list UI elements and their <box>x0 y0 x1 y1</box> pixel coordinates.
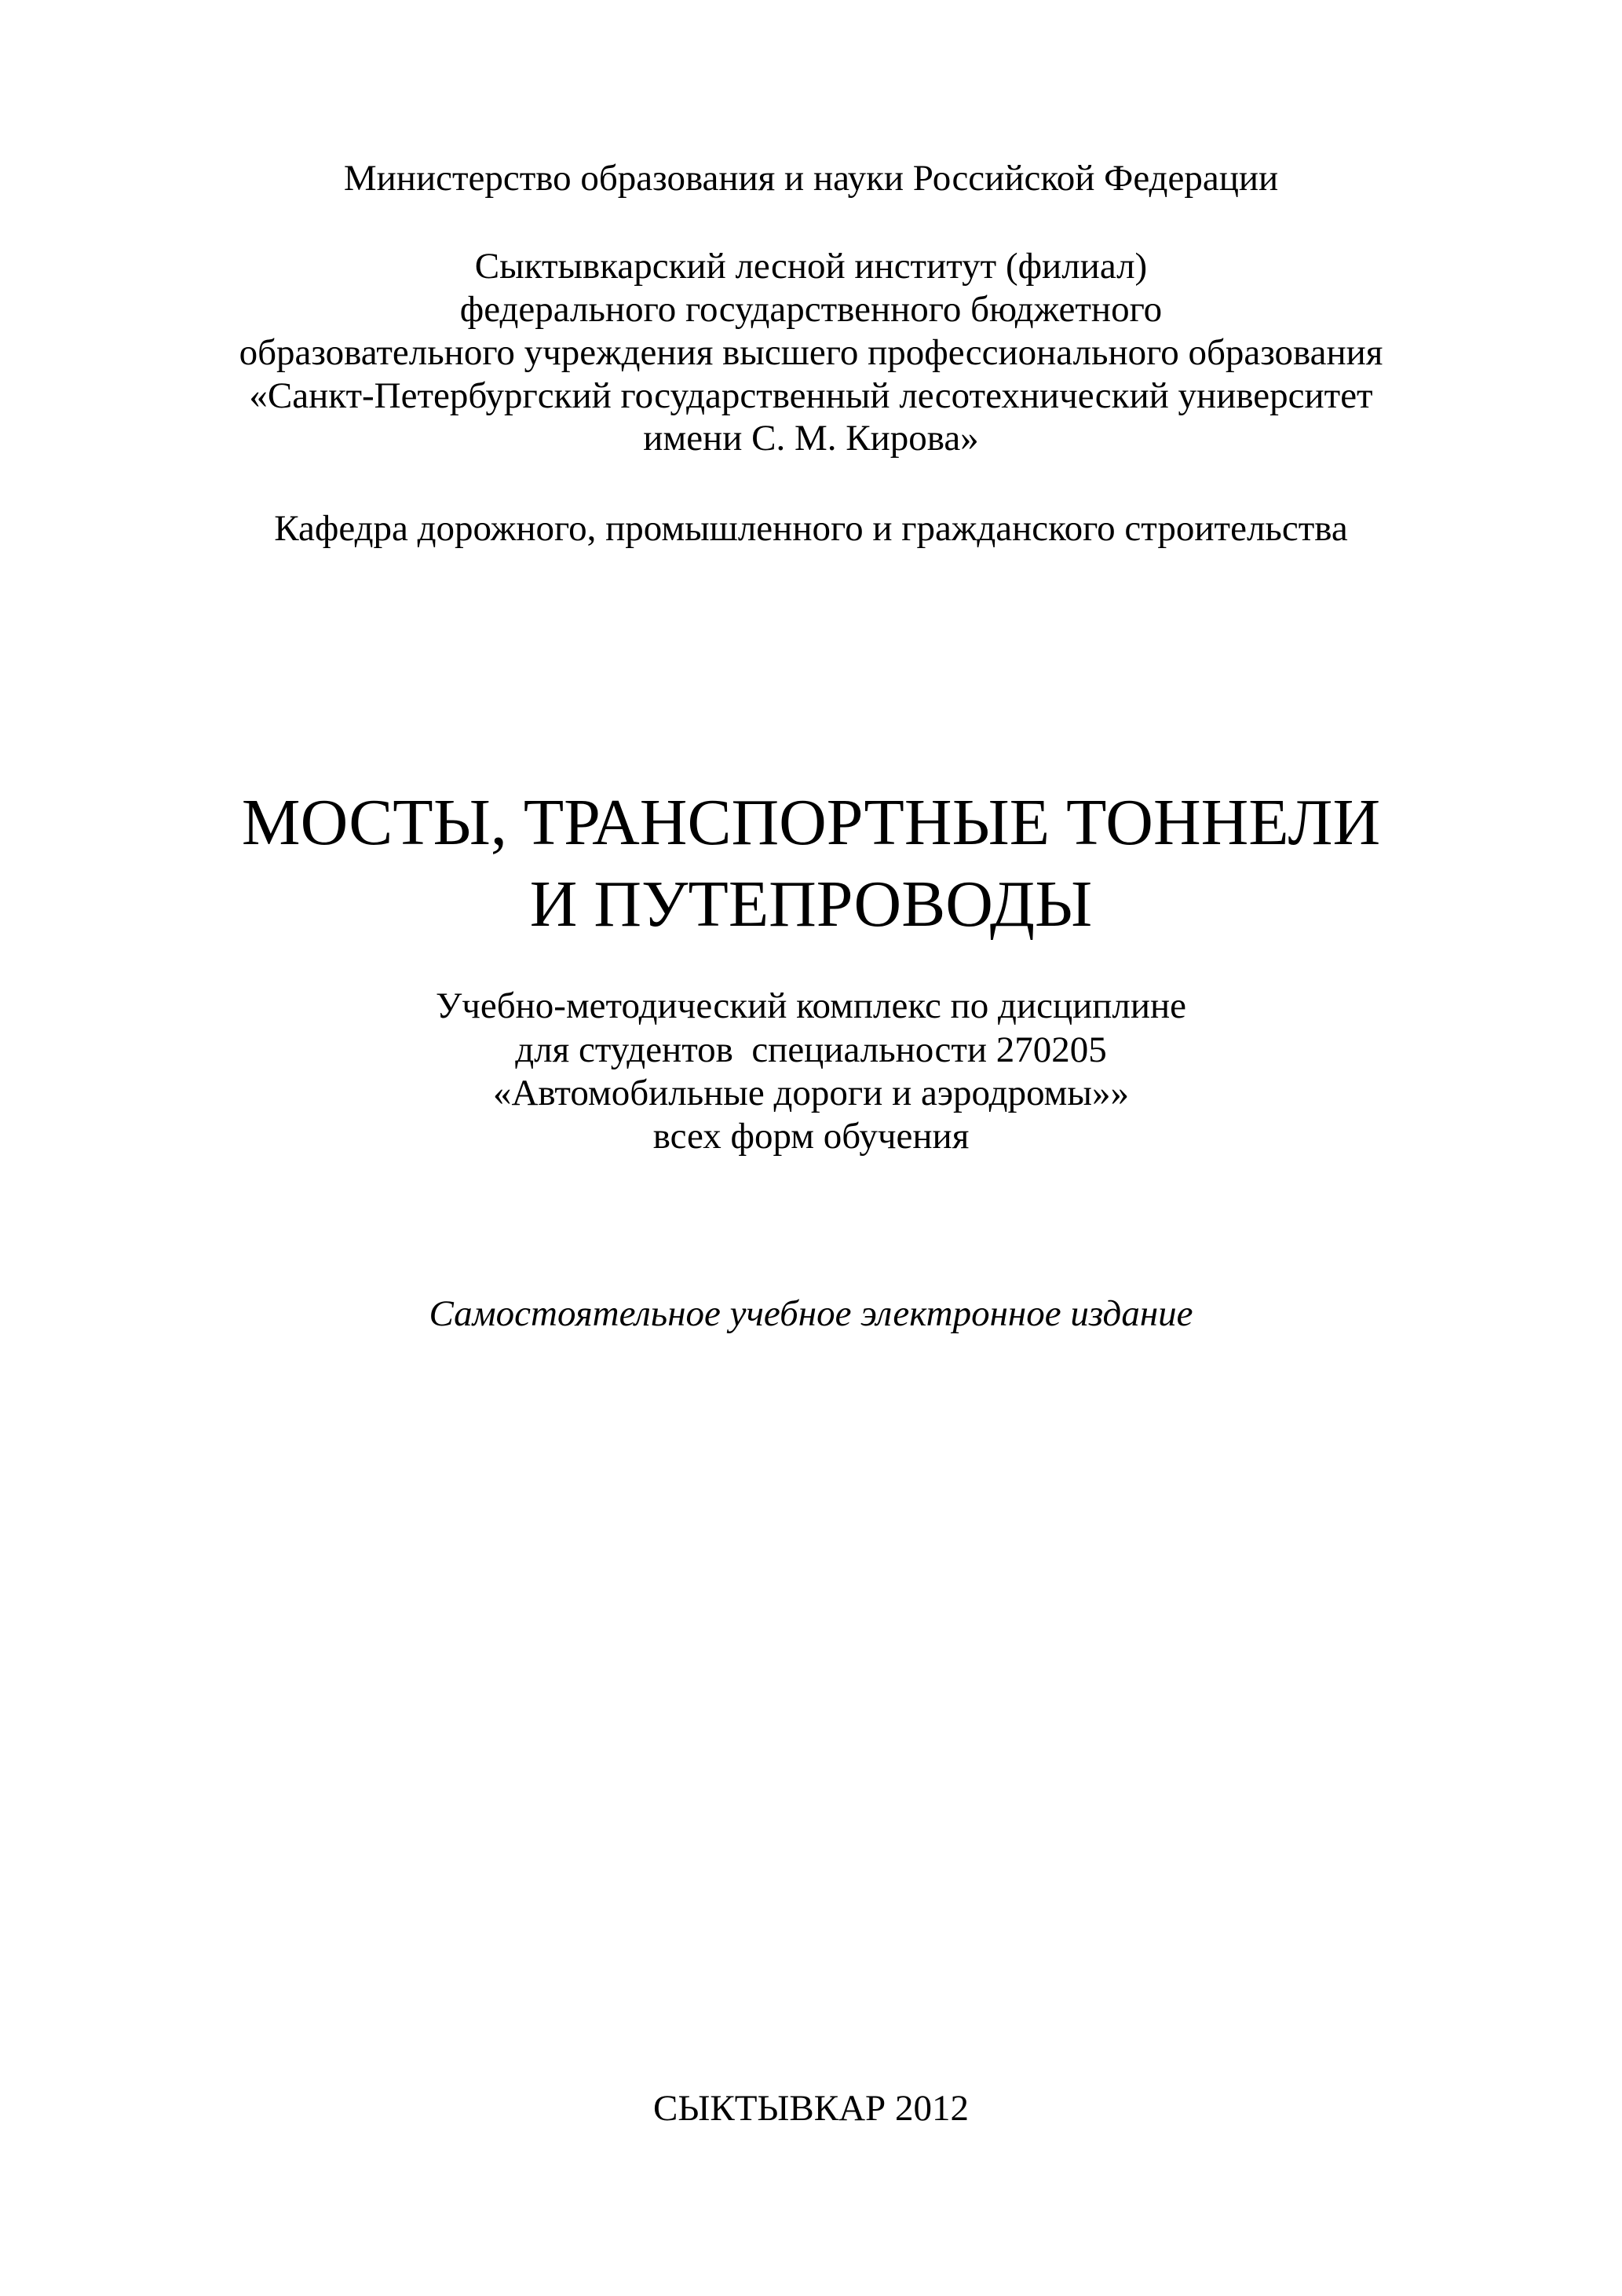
city-year: СЫКТЫВКАР 2012 <box>653 2088 969 2129</box>
institute-line-2: федерального государственного бюджетного <box>459 289 1163 330</box>
edition-note: Самостоятельное учебное электронное издание <box>429 1293 1193 1334</box>
institute-line-5: имени С. М. Кирова» <box>643 418 979 459</box>
document-title-line-2: И ПУТЕПРОВОДЫ <box>529 868 1093 941</box>
ministry-name: Министерство образования и науки Российской Федерации <box>343 158 1279 199</box>
subtitle-line-1: Учебно-методический комплекс по дисциплине <box>435 985 1187 1026</box>
subtitle-line-2: для студентов специальности 270205 <box>515 1029 1107 1070</box>
document-title-line-1: МОСТЫ, ТРАНСПОРТНЫЕ ТОННЕЛИ <box>241 786 1381 859</box>
subtitle-line-4: всех форм обучения <box>652 1116 970 1157</box>
institute-line-1: Сыктывкарский лесной институт (филиал) <box>474 246 1148 287</box>
institute-line-4: «Санкт-Петербургский государственный лесотехнический университет <box>249 375 1373 416</box>
institute-line-3: образовательного учреждения высшего профессионального образования <box>239 332 1383 373</box>
department-name: Кафедра дорожного, промышленного и гражданского строительства <box>274 508 1348 549</box>
subtitle-line-3: «Автомобильные дороги и аэродромы»» <box>492 1073 1130 1113</box>
